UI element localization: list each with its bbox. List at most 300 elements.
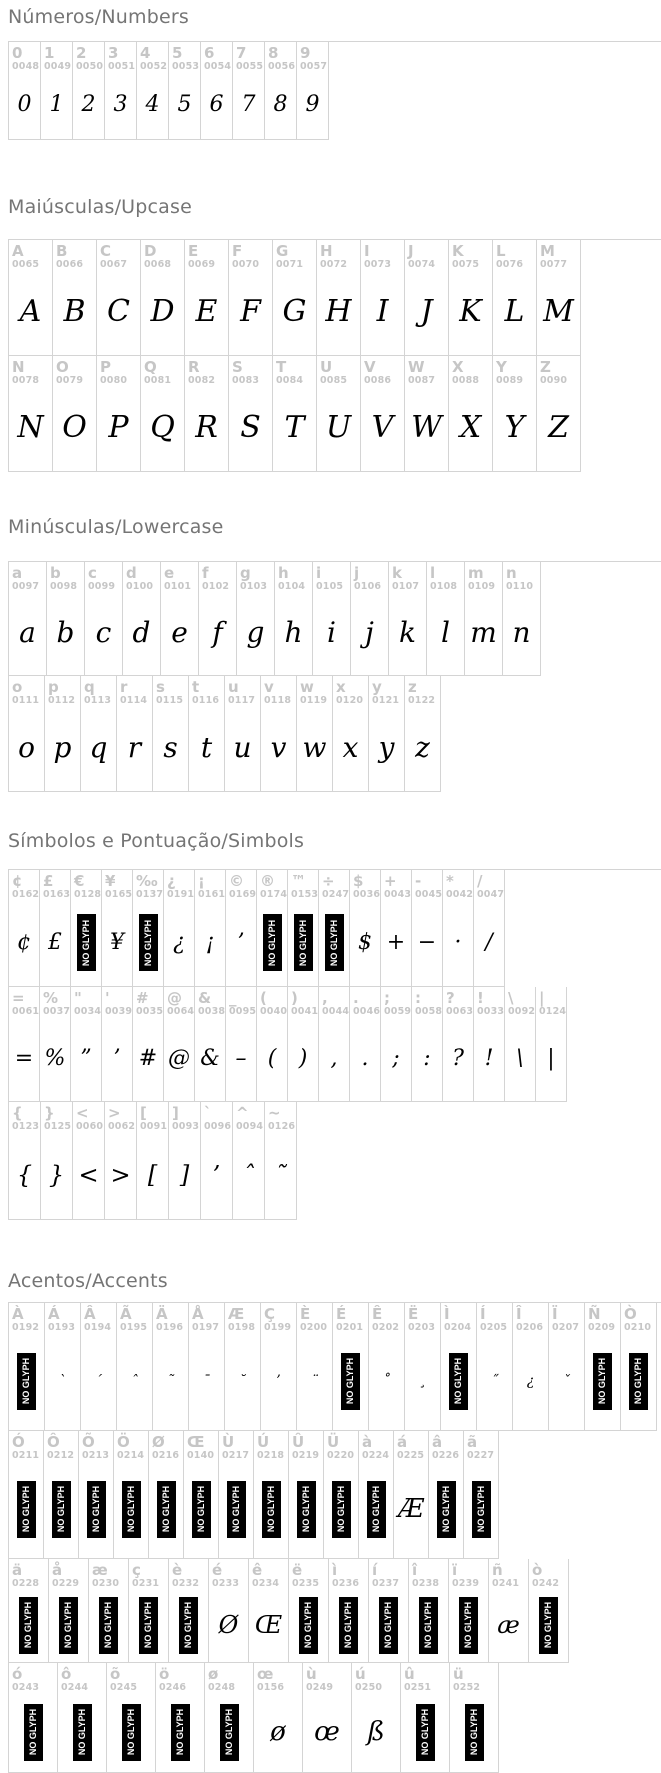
char-code: 0214 xyxy=(117,1450,145,1461)
char-code: 0232 xyxy=(172,1578,200,1589)
glyph-area xyxy=(408,271,448,353)
glyph-area xyxy=(76,73,104,137)
char-code: 0228 xyxy=(12,1578,40,1589)
no-glyph-label: NO GLYPH xyxy=(126,1485,136,1533)
no-glyph-label: NO GLYPH xyxy=(56,1485,66,1533)
glyph-char: – xyxy=(235,1045,247,1071)
char-label: < xyxy=(76,1104,89,1122)
glyph-row xyxy=(8,1663,661,1773)
char-code: 0194 xyxy=(84,1322,112,1333)
char-code: 0225 xyxy=(397,1450,425,1461)
no-glyph-label: NO GLYPH xyxy=(371,1485,381,1533)
char-cell xyxy=(288,870,319,987)
char-code: 0070 xyxy=(232,259,260,270)
char-code: 0062 xyxy=(108,1121,136,1132)
no-glyph-badge xyxy=(629,1353,648,1410)
char-code: 0088 xyxy=(452,375,480,386)
glyph-char: I xyxy=(376,294,389,329)
char-label: Í xyxy=(480,1305,486,1323)
glyph-char: m xyxy=(470,616,497,649)
char-code: 0042 xyxy=(446,889,474,900)
char-cell xyxy=(265,1102,297,1220)
char-code: 0227 xyxy=(467,1450,495,1461)
no-glyph-badge xyxy=(299,1597,318,1654)
char-cell xyxy=(412,870,443,987)
glyph-char: D xyxy=(150,294,175,329)
char-code: 0192 xyxy=(12,1322,40,1333)
section-title-numbers: Números/Numbers xyxy=(8,6,189,28)
char-label: a xyxy=(12,564,23,582)
char-label: l xyxy=(430,564,436,582)
no-glyph-area xyxy=(92,1590,128,1660)
char-label: } xyxy=(44,1104,55,1122)
char-label: H xyxy=(320,242,333,260)
no-glyph-label: NO GLYPH xyxy=(336,1485,346,1533)
glyph-area xyxy=(126,593,160,673)
glyph-char: { xyxy=(16,1161,33,1189)
glyph-char: } xyxy=(48,1161,65,1189)
char-label: ¿ xyxy=(167,872,176,890)
char-label: B xyxy=(56,242,68,260)
char-code: 0084 xyxy=(276,375,304,386)
glyph-char: , xyxy=(330,1045,338,1071)
char-code: 0075 xyxy=(452,259,480,270)
char-cell xyxy=(449,1559,489,1663)
no-glyph-area xyxy=(292,1590,328,1660)
char-label: _ xyxy=(229,989,237,1007)
glyph-area xyxy=(236,1133,264,1217)
glyph-area xyxy=(408,707,440,789)
char-label: v xyxy=(264,678,274,696)
no-glyph-badge xyxy=(192,1481,211,1538)
glyph-area xyxy=(192,707,224,789)
char-label: y xyxy=(372,678,382,696)
char-label: q xyxy=(84,678,95,696)
glyph-area xyxy=(430,593,464,673)
no-glyph-label: NO GLYPH xyxy=(224,1708,234,1756)
char-code: 0128 xyxy=(74,889,102,900)
char-code: 0040 xyxy=(260,1006,288,1017)
char-cell xyxy=(233,42,265,140)
char-label: Á xyxy=(48,1305,60,1323)
char-label: ö xyxy=(159,1665,170,1683)
char-label: Ê xyxy=(372,1305,383,1323)
glyph-area xyxy=(322,1018,349,1099)
char-code: 0092 xyxy=(508,1006,536,1017)
char-label: O xyxy=(56,358,69,376)
glyph-area xyxy=(384,901,411,984)
char-code: 0064 xyxy=(167,1006,195,1017)
char-cell xyxy=(261,676,297,792)
char-cell xyxy=(317,240,361,356)
char-cell xyxy=(443,987,474,1102)
char-label: z xyxy=(408,678,417,696)
glyph-char: Æ xyxy=(397,1494,425,1524)
char-code: 0191 xyxy=(167,889,195,900)
char-cell xyxy=(226,870,257,987)
char-code: 0097 xyxy=(12,581,40,592)
glyph-char: − xyxy=(417,929,437,955)
char-label: J xyxy=(408,242,414,260)
glyph-char: ø xyxy=(270,1717,286,1747)
char-label: N xyxy=(12,358,25,376)
char-label: ' xyxy=(105,989,110,1007)
glyph-char: W xyxy=(411,410,442,445)
char-code: 0241 xyxy=(492,1578,520,1589)
char-code: 0205 xyxy=(480,1322,508,1333)
char-cell xyxy=(49,1559,89,1663)
char-cell xyxy=(361,356,405,472)
char-code: 0165 xyxy=(105,889,133,900)
char-code: 0114 xyxy=(120,695,148,706)
char-label: Ö xyxy=(117,1433,130,1451)
glyph-char: ¥ xyxy=(110,929,124,955)
no-glyph-badge xyxy=(220,1704,239,1761)
no-glyph-area xyxy=(257,1462,288,1556)
char-cell xyxy=(45,676,81,792)
char-cell xyxy=(9,676,45,792)
char-code: 0242 xyxy=(532,1578,560,1589)
no-glyph-badge xyxy=(379,1597,398,1654)
glyph-area xyxy=(540,387,580,469)
char-code: 0101 xyxy=(164,581,192,592)
char-cell xyxy=(89,1559,129,1663)
char-label: I xyxy=(364,242,370,260)
char-label: d xyxy=(126,564,137,582)
no-glyph-label: NO GLYPH xyxy=(183,1601,194,1649)
char-cell xyxy=(45,1303,81,1431)
glyph-area xyxy=(202,593,236,673)
char-label: Ü xyxy=(327,1433,340,1451)
char-cell xyxy=(464,1431,499,1559)
char-cell xyxy=(53,356,97,472)
char-cell xyxy=(117,676,153,792)
char-code: 0116 xyxy=(192,695,220,706)
char-label: " xyxy=(74,989,82,1007)
no-glyph-area xyxy=(412,1590,448,1660)
section-numbers xyxy=(8,6,661,140)
no-glyph-area xyxy=(362,1462,393,1556)
no-glyph-area xyxy=(404,1694,449,1770)
char-label: ~ xyxy=(268,1104,281,1122)
char-cell xyxy=(9,1559,49,1663)
glyph-area xyxy=(156,707,188,789)
char-cell xyxy=(254,1431,289,1559)
char-cell xyxy=(449,356,493,472)
char-code: 0196 xyxy=(156,1322,184,1333)
glyph-char: ’ xyxy=(212,1161,221,1189)
char-code: 0065 xyxy=(12,259,40,270)
no-glyph-area xyxy=(372,1590,408,1660)
char-label: c xyxy=(88,564,97,582)
glyph-char: l xyxy=(441,616,450,649)
glyph-area xyxy=(188,387,228,469)
glyph-char: s xyxy=(163,731,178,764)
glyph-char: ¯ xyxy=(203,1373,210,1389)
char-label: È xyxy=(300,1305,311,1323)
char-code: 0237 xyxy=(372,1578,400,1589)
char-cell xyxy=(153,1303,189,1431)
no-glyph-label: NO GLYPH xyxy=(21,1485,31,1533)
glyph-char: Z xyxy=(548,410,569,445)
glyph-area xyxy=(198,901,225,984)
no-glyph-badge xyxy=(122,1704,141,1761)
char-label: Ø xyxy=(152,1433,165,1451)
char-label: * xyxy=(446,872,454,890)
char-label: o xyxy=(12,678,23,696)
char-label: = xyxy=(12,989,25,1007)
glyph-area xyxy=(415,1018,442,1099)
char-code: 0201 xyxy=(336,1322,364,1333)
char-code: 0063 xyxy=(446,1006,474,1017)
no-glyph-label: NO GLYPH xyxy=(143,919,153,966)
char-label: è xyxy=(172,1561,183,1579)
char-label: À xyxy=(12,1305,24,1323)
glyph-area xyxy=(397,1462,428,1556)
char-cell xyxy=(537,356,581,472)
char-code: 0080 xyxy=(100,375,128,386)
no-glyph-area xyxy=(588,1334,620,1428)
no-glyph-label: NO GLYPH xyxy=(267,919,277,966)
glyph-char: 2 xyxy=(81,92,96,117)
glyph-char: 7 xyxy=(241,92,256,117)
char-code: 0073 xyxy=(364,259,392,270)
no-glyph-badge xyxy=(539,1597,558,1654)
glyph-char: p xyxy=(53,731,72,764)
no-glyph-area xyxy=(12,1694,57,1770)
char-code: 0247 xyxy=(322,889,350,900)
no-glyph-badge xyxy=(449,1353,468,1410)
char-label: : xyxy=(415,989,421,1007)
glyph-area xyxy=(136,1018,163,1099)
glyph-char: c xyxy=(95,616,112,649)
char-cell xyxy=(44,1431,79,1559)
glyph-area xyxy=(88,593,122,673)
glyph-area xyxy=(354,593,388,673)
glyph-char: P xyxy=(108,410,129,445)
char-label: @ xyxy=(167,989,182,1007)
char-label: û xyxy=(404,1665,415,1683)
glyph-char: C xyxy=(107,294,130,329)
glyph-row xyxy=(8,676,661,792)
char-code: 0204 xyxy=(444,1322,472,1333)
no-glyph-label: NO GLYPH xyxy=(301,1485,311,1533)
char-label: ë xyxy=(292,1561,303,1579)
char-code: 0244 xyxy=(61,1682,89,1693)
glyph-area xyxy=(44,73,72,137)
glyph-area xyxy=(276,387,316,469)
no-glyph-badge xyxy=(437,1481,456,1538)
char-cell xyxy=(9,240,53,356)
section-uppercase xyxy=(8,196,661,472)
no-glyph-area xyxy=(332,1590,368,1660)
char-cell xyxy=(9,1431,44,1559)
char-cell xyxy=(141,240,185,356)
char-cell xyxy=(164,870,195,987)
char-label: ] xyxy=(172,1104,179,1122)
glyph-row xyxy=(8,1559,661,1663)
char-code: 0100 xyxy=(126,581,154,592)
char-label: E xyxy=(188,242,199,260)
char-cell xyxy=(288,987,319,1102)
glyph-area xyxy=(172,1133,200,1217)
char-code: 0137 xyxy=(136,889,164,900)
glyph-char: < xyxy=(78,1161,99,1189)
glyph-area xyxy=(300,73,328,137)
char-code: 0072 xyxy=(320,259,348,270)
no-glyph-label: NO GLYPH xyxy=(77,1708,87,1756)
no-glyph-area xyxy=(159,1694,204,1770)
no-glyph-badge xyxy=(341,1353,360,1410)
glyph-row xyxy=(8,987,661,1102)
glyph-char: a xyxy=(19,616,36,649)
glyph-area xyxy=(353,901,380,984)
char-label: X xyxy=(452,358,464,376)
char-code: 0083 xyxy=(232,375,260,386)
glyph-area xyxy=(204,73,232,137)
no-glyph-badge xyxy=(122,1481,141,1538)
char-code: 0096 xyxy=(204,1121,232,1132)
no-glyph-badge xyxy=(297,1481,316,1538)
no-glyph-label: NO GLYPH xyxy=(453,1357,464,1405)
no-glyph-area xyxy=(452,1590,488,1660)
glyph-area xyxy=(43,1018,70,1099)
char-code: 0234 xyxy=(252,1578,280,1589)
char-label: ä xyxy=(12,1561,23,1579)
char-label: Ä xyxy=(156,1305,168,1323)
char-label: k xyxy=(392,564,402,582)
char-label: ó xyxy=(12,1665,23,1683)
char-label: ï xyxy=(452,1561,458,1579)
glyph-char: @ xyxy=(168,1045,190,1071)
char-cell xyxy=(297,1303,333,1431)
no-glyph-badge xyxy=(294,914,313,971)
char-cell xyxy=(465,562,503,676)
char-cell xyxy=(381,870,412,987)
glyph-row xyxy=(8,561,661,676)
char-cell xyxy=(81,1303,117,1431)
char-label: b xyxy=(50,564,61,582)
glyph-char: ¿ xyxy=(173,929,185,955)
char-code: 0115 xyxy=(156,695,184,706)
char-code: 0071 xyxy=(276,259,304,270)
no-glyph-area xyxy=(117,1462,148,1556)
char-code: 0213 xyxy=(82,1450,110,1461)
char-label: ò xyxy=(532,1561,543,1579)
char-label: D xyxy=(144,242,157,260)
char-cell xyxy=(85,562,123,676)
no-glyph-badge xyxy=(73,1704,92,1761)
no-glyph-label: NO GLYPH xyxy=(633,1357,644,1405)
glyph-char: ß xyxy=(367,1717,385,1747)
glyph-char: d xyxy=(132,616,151,649)
char-label: > xyxy=(108,1104,121,1122)
no-glyph-area xyxy=(444,1334,476,1428)
char-code: 0217 xyxy=(222,1450,250,1461)
char-cell xyxy=(195,987,226,1102)
glyph-row xyxy=(8,356,661,472)
char-code: 0112 xyxy=(48,695,76,706)
char-code: 0041 xyxy=(291,1006,319,1017)
no-glyph-area xyxy=(322,901,349,984)
glyph-area xyxy=(355,1694,400,1770)
char-label: \ xyxy=(508,989,514,1007)
no-glyph-area xyxy=(61,1694,106,1770)
char-code: 0109 xyxy=(468,581,496,592)
glyph-char: ´ xyxy=(95,1373,102,1389)
glyph-area xyxy=(264,1334,296,1428)
char-cell xyxy=(137,1102,169,1220)
no-glyph-badge xyxy=(17,1481,36,1538)
no-glyph-label: NO GLYPH xyxy=(383,1601,394,1649)
char-cell xyxy=(9,870,40,987)
char-code: 0200 xyxy=(300,1322,328,1333)
char-label: ; xyxy=(384,989,390,1007)
glyph-area xyxy=(364,271,404,353)
glyph-char: 4 xyxy=(145,92,160,117)
char-code: 0089 xyxy=(496,375,524,386)
glyph-area xyxy=(276,271,316,353)
char-cell xyxy=(229,240,273,356)
char-code: 0103 xyxy=(240,581,268,592)
char-label: | xyxy=(539,989,545,1007)
glyph-char: L xyxy=(504,294,525,329)
char-code: 0048 xyxy=(12,61,40,72)
char-label: Å xyxy=(192,1305,204,1323)
no-glyph-area xyxy=(12,1334,44,1428)
char-code: 0122 xyxy=(408,695,436,706)
char-cell xyxy=(205,1663,254,1773)
char-label: á xyxy=(397,1433,408,1451)
char-cell xyxy=(313,562,351,676)
glyph-area xyxy=(408,387,448,469)
char-cell xyxy=(549,1303,585,1431)
glyph-char: 3 xyxy=(113,92,128,117)
no-glyph-badge xyxy=(262,1481,281,1538)
char-label: é xyxy=(212,1561,223,1579)
section-title-uppercase: Maiúsculas/Upcase xyxy=(8,196,193,218)
glyph-area xyxy=(144,387,184,469)
glyph-area xyxy=(108,1133,136,1217)
glyph-char: æ xyxy=(497,1611,520,1639)
no-glyph-area xyxy=(327,1462,358,1556)
glyph-area xyxy=(468,593,502,673)
no-glyph-label: NO GLYPH xyxy=(91,1485,101,1533)
no-glyph-label: NO GLYPH xyxy=(469,1708,479,1756)
char-label: Û xyxy=(292,1433,305,1451)
char-code: 0067 xyxy=(100,259,128,270)
char-code: 0231 xyxy=(132,1578,160,1589)
glyph-char: ˇ xyxy=(563,1373,570,1389)
char-code: 0218 xyxy=(257,1450,285,1461)
glyph-area xyxy=(372,707,404,789)
glyph-char: v xyxy=(270,731,287,764)
char-cell xyxy=(405,1303,441,1431)
glyph-char: ¿ xyxy=(526,1373,535,1389)
char-code: 0118 xyxy=(264,695,292,706)
char-code: 0216 xyxy=(152,1450,180,1461)
char-cell xyxy=(229,356,273,472)
glyph-char: S xyxy=(240,410,261,445)
char-cell xyxy=(317,356,361,472)
char-cell xyxy=(201,42,233,140)
char-label: ã xyxy=(467,1433,478,1451)
glyph-area xyxy=(384,1018,411,1099)
glyph-row xyxy=(8,41,661,140)
no-glyph-area xyxy=(187,1462,218,1556)
char-code: 0049 xyxy=(44,61,72,72)
glyph-char: ; xyxy=(392,1045,400,1071)
